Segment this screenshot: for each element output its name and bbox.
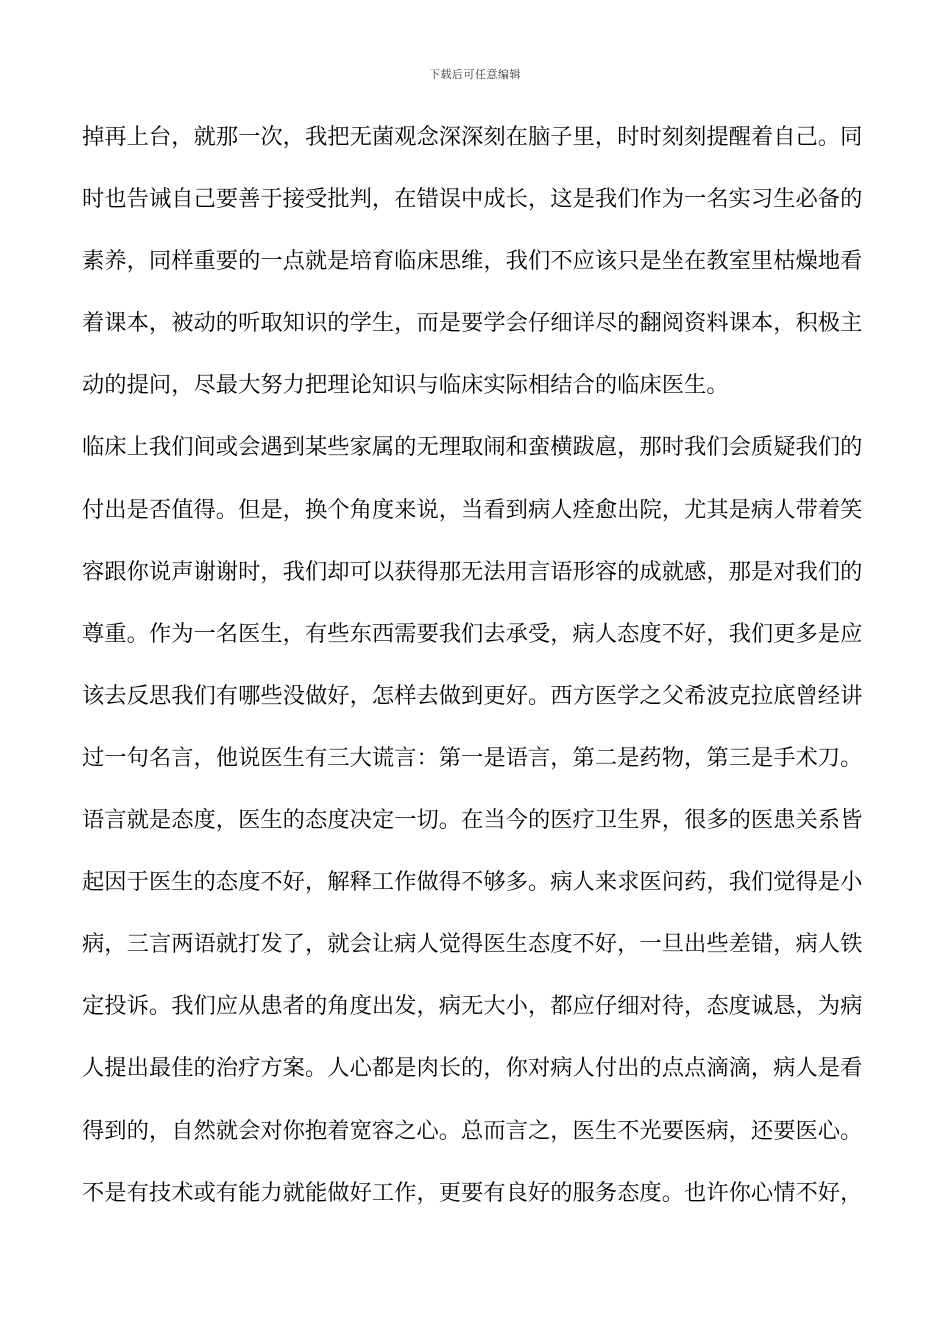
text-line: 该去反思我们有哪些没做好，怎样去做到更好。西方医学之父希波克拉底曾经讲	[82, 682, 863, 709]
text-line: 时也告诫自己要善于接受批判，在错误中成长，这是我们作为一名实习生必备的	[82, 186, 863, 213]
text-line: 过一句名言，他说医生有三大谎言：第一是语言，第二是药物，第三是手术刀。	[82, 744, 863, 771]
text-line: 素养，同样重要的一点就是培育临床思维，我们不应该只是坐在教室里枯燥地看	[82, 248, 863, 275]
text-line: 付出是否值得。但是，换个角度来说，当看到病人痊愈出院，尤其是病人带着笑	[82, 496, 863, 523]
text-line: 得到的，自然就会对你抱着宽容之心。总而言之，医生不光要医病，还要医心。	[82, 1117, 863, 1144]
text-line: 语言就是态度，医生的态度决定一切。在当今的医疗卫生界，很多的医患关系皆	[82, 807, 863, 834]
text-line: 容跟你说声谢谢时，我们却可以获得那无法用言语形容的成就感，那是对我们的	[82, 558, 863, 585]
text-line: 人提出最佳的治疗方案。人心都是肉长的，你对病人付出的点点滴滴，病人是看	[82, 1055, 863, 1082]
text-line: 掉再上台，就那一次，我把无菌观念深深刻在脑子里，时时刻刻提醒着自己。同	[82, 124, 863, 150]
text-line: 动的提问，尽最大努力把理论知识与临床实际相结合的临床医生。	[82, 372, 729, 399]
text-line: 定投诉。我们应从患者的角度出发，病无大小，都应仔细对待，态度诚恳，为病	[82, 993, 863, 1020]
text-line: 不是有技术或有能力就能做好工作，更要有良好的服务态度。也许你心情不好，	[82, 1179, 863, 1206]
text-line: 病，三言两语就打发了，就会让病人觉得医生态度不好，一旦出些差错，病人铁	[82, 931, 863, 958]
body-text	[82, 117, 870, 1235]
text-line: 尊重。作为一名医生，有些东西需要我们去承受，病人态度不好，我们更多是应	[82, 620, 863, 647]
text-line: 着课本，被动的听取知识的学生，而是要学会仔细详尽的翻阅资料课本，积极主	[82, 310, 863, 337]
page-header: 下载后可任意编辑	[429, 68, 521, 81]
text-line: 起因于医生的态度不好，解释工作做得不够多。病人来求医问药，我们觉得是小	[82, 869, 863, 896]
text-line: 临床上我们间或会遇到某些家属的无理取闹和蛮横跋扈，那时我们会质疑我们的	[82, 434, 863, 461]
